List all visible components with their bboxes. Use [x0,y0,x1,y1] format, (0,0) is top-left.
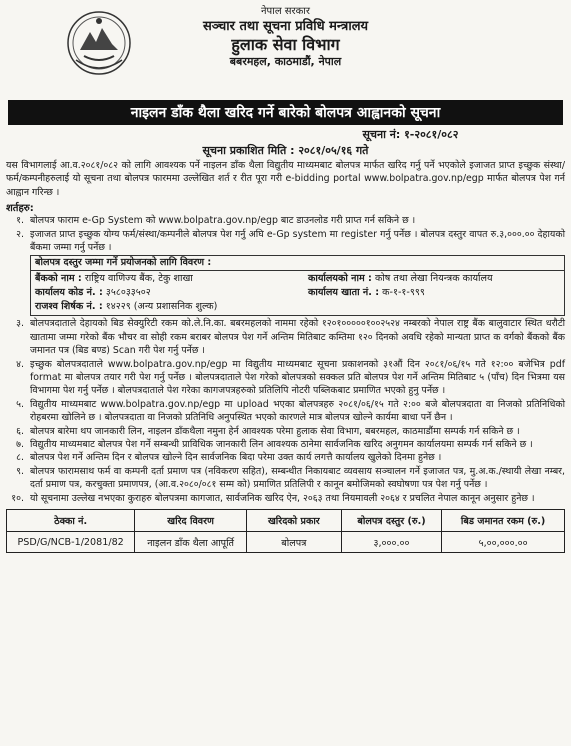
notice-number: सूचना नं: १-२०८१/०८२ [362,128,459,141]
fee-deposit-box [30,255,565,316]
list-item: ८. बोलपत्र पेश गर्ने अन्तिम दिन र बोलपत्र खोल्ने दिन सार्वजनिक बिदा परेमा उक्त कार्य लगत्तै कार्यालय खुलेको दिनमा हुनेछ । [16,452,442,464]
department-name: हुलाक सेवा विभाग [231,34,340,54]
notice-title-banner: नाइलन डाँक थैला खरिद गर्ने बारेको बोलपत्र आह्वानको सूचना [8,100,563,125]
header [6,6,565,100]
bank-value: राष्ट्रिय वाणिज्य बैंक, टेकु शाखा [84,273,193,285]
table-cell: बोलपत्र [246,532,341,553]
col-header: बिड जमानत रकम (रु.) [442,510,565,532]
tender-table [6,509,565,553]
list-item: २. इजाजत प्राप्त इच्छुक योग्य फर्म/संस्था/कम्पनीले बोलपत्र पेश गर्नु अघि e-Gp system मा register गर्नु पर्नेछ । बोलपत्र दस्तुर वापत रु.३,०००.०० देहायको बैंकमा जम्मा गर्नु पर्नेछ । [16,228,565,253]
revenue-value: १४२२९ (अन्य प्रशासनिक शुल्क) [105,301,218,313]
gov-name: नेपाल सरकार [261,6,310,17]
office-code-value: ३५८०३३५०२ [105,287,151,299]
office-value: कोष तथा लेखा नियन्त्रक कार्यालय [374,273,493,285]
list-item: ५. विद्युतीय माध्यमबाट www.bolpatra.gov.np/egp मा upload भएका बोलपत्रहरु २०८१/०६/१५ गते २:०० बजे बोलपत्रदाता वा निजको प्रतिनिधिको रोहबरमा खोलिने छ । बोलपत्रदाता वा निजको प्रतिनिधि अनुपस्थित भएको कारणले मात्र बोलपत्र खोल्ने कार्यमा बाधा पर्ने छैन । [16,398,565,424]
bank-label: बैंकको नाम : [35,273,82,285]
table-cell: ५,००,०००.०० [442,532,565,553]
table-cell: नाइलन डाँक थैला आपूर्ति [135,532,247,553]
col-header: बोलपत्र दस्तुर (रु.) [341,510,441,532]
account-label: कार्यालय खाता नं. : [308,287,380,299]
list-item: ७. विद्युतीय माध्यमबाट बोलपत्र पेश गर्ने सम्बन्धी प्राविधिक जानकारी लिन आवश्यक ठानेमा सार्वजनिक खरिद अनुगमन कार्यालयमा सम्पर्क गर्न सकिने छ । [16,438,533,450]
table-cell: ३,०००.०० [341,532,441,553]
list-item: ९. बोलपत्र फारामसाथ फर्म वा कम्पनी दर्ता प्रमाण पत्र (नविकरण सहित), सम्बन्धीत निकायबाट व्यवसाय सञ्चालन गर्ने इजाजत पत्र, मु.अ.क./स्थायी लेखा नम्बर, दर्ता प्रमाण पत्र, करचुक्ता प्रमाणपत्र, (आ.व.२०८०/०८१ सम्म को) प्रमाणित प्रतिलिपी र कानून बमोजिमको स्वघोषणा पत्र पेश गर्नु पर्नेछ । [16,465,565,491]
col-header: ठेक्का नं. [7,510,135,532]
table-header-row [7,510,565,532]
account-value: क-१-१-९९९ [382,287,425,299]
table-cell: PSD/G/NCB-1/2081/82 [7,532,135,553]
table-row [7,532,565,553]
terms-title: शर्तहरु: [6,203,34,215]
ministry-name: सञ्चार तथा सूचना प्रविधि मन्त्रालय [202,18,369,34]
revenue-label: राजश्व शिर्षक नं. : [35,301,103,313]
list-item: १०. यो सूचनामा उल्लेख नभएका कुराहरु बोलपत्रमा कागजात, सार्वजनिक खरिद ऐन, २०६३ तथा नियमावली २०६४ र प्रचलित नेपाल कानून अनुसार हुनेछ । [11,492,535,504]
list-item: १. बोलपत्र फाराम e-Gp System को www.bolpatra.gov.np/egp बाट डाउनलोड गरी प्राप्त गर्न सकिने छ । [16,215,416,227]
col-header: खरिद विवरण [135,510,247,532]
list-item: ६. बोलपत्र बारेमा थप जानकारी लिन, नाइलन डाँकथैला नमुना हेर्न आवश्यक परेमा हुलाक सेवा विभाग, बबरमहल, काठमाडौंमा सम्पर्क गर्न सकिने छ । [16,425,520,437]
office-label: कार्यालयको नाम : [308,273,372,285]
office-code-label: कार्यालय कोड नं. : [35,287,103,299]
nepal-emblem-icon [66,10,132,76]
fee-title: बोलपत्र दस्तुर जम्मा गर्ने प्रयोजनको लागि विवरण : [31,256,564,271]
intro-paragraph: यस विभागलाई आ.व.२०८१/०८२ को लागि आवश्यक पर्ने नाइलन डाँक थैला विद्युतीय माध्यमबाट बोलपत्र मार्फत खरिद गर्नु पर्ने भएकोले इजाजत प्राप्त इच्छुक संस्था/फर्म/कम्पनीहरुलाई यो सूचना तथा बोलपत्र फारममा उल्लेखित शर्त र रीत पूरा गरी e-bidding portal www.bolpatra.gov.np/egp मार्फत बोलपत्र पेश गर्न आह्वान गरिन्छ । [6,159,565,198]
published-date: सूचना प्रकाशित मिति : २०८१/०५/१६ गते [202,143,369,157]
list-item: ३. बोलपत्रदाताले देहायको बिड सेक्युरिटी रकम को.ले.नि.का. बबरमहलको नाममा रहेको १२०१०००००१००२५२४ नम्बरको नेपाल राष्ट्र बैंक बालुवाटार स्थित धरौटी खातामा जम्मा गरेको बैंक भौचर वा सोही रकम बराबर बोलपत्र पेश गर्ने अन्तिम मितिबाट कम्तिमा १२० दिनको अवधि रहेको मान्यता प्राप्त क वर्गको बैंकको बैंक जमानत पत्र (बिड बण्ड) Scan गरी पेश गर्नु पर्नेछ । [16,318,565,357]
list-item: ४. इच्छुक बोलपत्रदाताले www.bolpatra.gov.np/egp मा विद्युतीय माध्यमबाट सूचना प्रकाशनको ३१औं दिन २०८१/०६/१५ गते १२:०० बजेभित्र pdf format मा बोलपत्र तयार गरी पेश गर्नु पर्नेछ । बोलपत्रदाताले पेश गरेको बोलपत्रको सक्कल प्रति बोलपत्र पेश गर्ने अन्तिम मितिबाट ५ (पाँच) दिन भित्रमा यस विभागमा पेश गर्नु पर्नेछ । बोलपत्रदाताले पेश गरेका कागजपत्रहरुको प्रतिलिपि नोटरी पब्लिकबाट प्रमाणित भएको हुनु पर्नेछ । [16,358,565,397]
col-header: खरिदको प्रकार [246,510,341,532]
address: बबरमहल, काठमाडौं, नेपाल [229,54,342,68]
notice-meta [6,127,565,159]
